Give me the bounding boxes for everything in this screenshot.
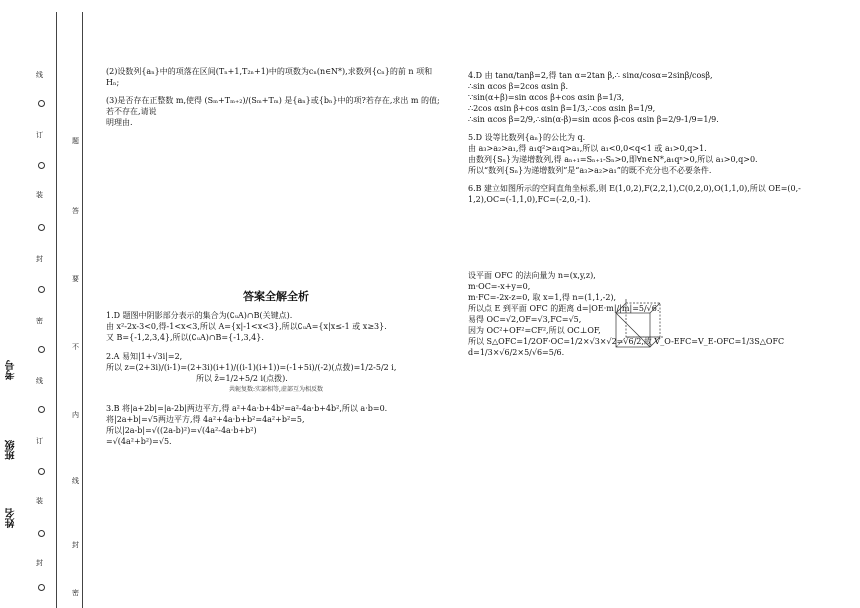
binding-char: 装 [36,191,43,199]
binding-seal-line [36,0,50,608]
binding-char: 内 [72,411,79,419]
answer-3: 3.B 将|a+2b|=|a-2b|两边平方,得 a²+4a·b+4b²=a²-4a·b+4b²,所以 a·b=0. 将|2a+b|=√5两边平方,得 4a²+4a·b+b²=4a²+b²=5, 所以|2a-b|=√((2a-b)²)=√(4a²-4a·b+b²) =√(4a²+b²)=√5. [106,404,388,446]
answer-6-continued: 设平面 OFC 的法向量为 n=(x,y,z), m·OC=-x+y=0, m·FC=-2x-z=0, 取 x=1,得 n=(1,1,-2), 所以点 E 到平面 OFC 的距离 d=|OE·m|/|m|=5/√6. 易得 OC=√2,OF=√3,FC=√5, 因为 OC²+OF²=CF²,所以 OC⊥OF, 所以 S△OFC=1/2OF·OC=1/2×√3×√2=√6/2,故 V_O-EFC=V_E-OFC=1/3S△OFC d=1/3×√6/2×5/√6=5/6. [468,271,785,357]
binding-char: 订 [36,437,43,445]
problem-part-3: (3)是否存在正整数 m,使得 (Sₘ+Tₘ₊₂)/(Sₘ+Tₘ) 是{aₙ}或{bₙ}中的项?若存在,求出 m 的值;若不存在,请说 明理由. [106,96,440,127]
binding-char: 题 [72,137,79,145]
binding-char: 线 [36,71,43,79]
answers-title: 答案全解全析 [243,290,309,303]
field-name: 姓名 [6,508,17,528]
binding-circle [38,406,45,413]
binding-char: 密 [36,317,43,325]
binding-char: 不 [72,343,79,351]
binding-char: 密 [72,589,79,597]
binding-circle [38,530,45,537]
binding-char: 订 [36,131,43,139]
binding-char: 封 [36,559,43,567]
binding-char: 线 [36,377,43,385]
field-exam-number: 考号 [6,360,17,380]
binding-char: 装 [36,497,43,505]
binding-char: 要 [72,275,79,283]
binding-circle [38,162,45,169]
binding-inner-notice [72,0,84,608]
answer-2: 2.A 易知|1+√3i|=2, 所以 z=(2+3i)/(i-1)=(2+3i)(i+1)/((i-1)(i+1))=(-1+5i)/(-2)(点拨)=1/2-5/2 i, 所以 z̄=1/2+5/2 i(点拨). 共轭复数:实部相等,虚部互为相反数 [106,351,446,395]
binding-circle [38,584,45,591]
binding-char: 线 [72,477,79,485]
binding-char: 答 [72,207,79,215]
binding-circle [38,468,45,475]
answer-6: 6.B 建立如图所示的空间直角坐标系,则 E(1,0,2),F(2,2,1),C(0,2,0),O(1,1,0),所以 OE=(0,- 1,2),OC=(-1,1,0),FC=(-2,0,-1). [468,184,801,204]
binding-char: 封 [72,541,79,549]
conjugate-note: 共轭复数:实部相等,虚部互为相反数 [229,386,323,393]
binding-char: 封 [36,255,43,263]
binding-circle [38,224,45,231]
answer-5: 5.D 设等比数列{aₙ}的公比为 q. 由 a₃>a₂>a₁,得 a₁q²>a₁q>a₁,所以 a₁<0,0<q<1 或 a₁>0,q>1. 由数列{Sₙ}为递增数列,得 aₙ₊₁=Sₙ₊₁-Sₙ>0,即∀n∈N*,a₁qⁿ>0,所以 a₁>0,q>0. 所以“数列{Sₙ}为递增数列”是“a₃>a₂>a₁”的既不充分也不必要条件. [468,133,758,175]
answer-4: 4.D 由 tanα/tanβ=2,得 tan α=2tan β,∴ sinα/cosα=2sinβ/cosβ, ∴sin αcos β=2cos αsin β. ∵sin(α+β)=sin αcos β+cos αsin β=1/3, ∴2cos αsin β+cos αsin β=1/3,∴cos αsin β=1/9, ∴sin αcos β=2/9,∴sin(α-β)=sin αcos β-cos αsin β=2/9-1/9=1/9. [468,71,719,124]
answers-left [106,310,446,455]
binding-rule-outer [56,12,57,608]
field-class: 班级 [6,440,17,460]
binding-circle [38,286,45,293]
problem-part-2: (2)设数列{aₙ}中的项落在区间(Tₙ+1,T₂ₙ+1)中的项数为cₙ(n∈N*),求数列{cₙ}的前 n 项和 Hₙ; [106,67,433,87]
binding-margin [0,0,86,608]
binding-circle [38,100,45,107]
figure-spacer [468,212,808,270]
answer-1: 1.D 题图中阴影部分表示的集合为(∁ᵤA)∩B(关键点). 由 x²-2x-3<0,得-1<x<3,所以 A={x|-1<x<3},所以∁ᵤA={x|x≤-1 或 x≥3}. 又 B={-1,2,3,4},所以(∁ᵤA)∩B={-1,3,4}. [106,311,387,342]
binding-circle [38,346,45,353]
problem-continuation [106,66,446,135]
cube-figure [604,297,670,353]
